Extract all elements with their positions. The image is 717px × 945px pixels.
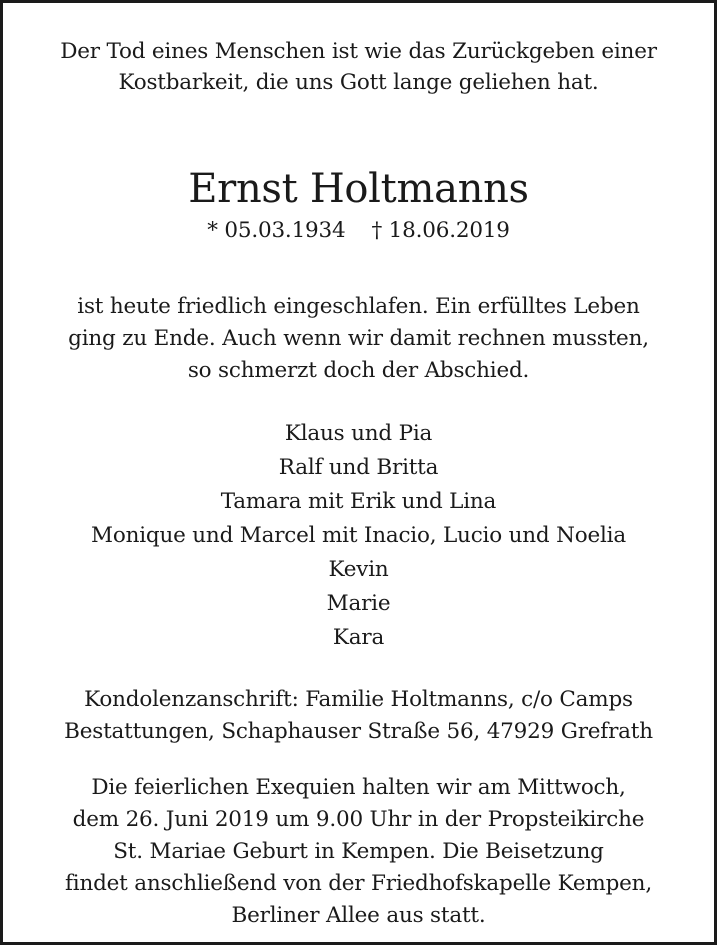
mourner-entry: Ralf und Britta [278, 455, 439, 480]
announcement-line: so schmerzt doch der Abschied. [187, 358, 530, 383]
motto-quote [3, 36, 714, 98]
funeral-service-info [3, 772, 714, 932]
motto-line: Der Tod eines Menschen ist wie das Zurückgeben einer [60, 39, 657, 64]
condolence-line: Bestattungen, Schaphauser Straße 56, 47929 Grefrath [64, 719, 653, 744]
birth-date: * 05.03.1934 [207, 218, 346, 243]
condolence-line: Kondolenzanschrift: Familie Holtmanns, c/o Camps [84, 687, 633, 712]
mourner-entry: Kevin [328, 557, 389, 582]
deceased-name: Ernst Holtmanns [188, 166, 529, 212]
mourners-list [3, 417, 714, 655]
announcement-line: ist heute friedlich eingeschlafen. Ein erfülltes Leben [77, 294, 640, 319]
death-date: † 18.06.2019 [371, 218, 510, 243]
condolence-address [3, 684, 714, 748]
mourner-entry: Klaus und Pia [284, 421, 433, 446]
announcement-text [3, 291, 714, 387]
motto-line: Kostbarkeit, die uns Gott lange geliehen hat. [118, 70, 599, 95]
mourner-entry: Marie [326, 591, 391, 616]
service-line: Berliner Allee aus statt. [231, 903, 486, 928]
service-line: dem 26. Juni 2019 um 9.00 Uhr in der Propsteikirche [72, 807, 645, 832]
mourner-entry: Kara [332, 625, 385, 650]
mourner-entry: Monique und Marcel mit Inacio, Lucio und Noelia [91, 523, 626, 548]
service-line: findet anschließend von der Friedhofskapelle Kempen, [65, 871, 652, 896]
service-line: St. Mariae Geburt in Kempen. Die Beisetzung [113, 839, 604, 864]
life-dates [3, 216, 714, 246]
mourner-entry: Tamara mit Erik und Lina [220, 489, 497, 514]
service-line: Die feierlichen Exequien halten wir am Mittwoch, [91, 775, 626, 800]
announcement-line: ging zu Ende. Auch wenn wir damit rechnen mussten, [68, 326, 649, 351]
